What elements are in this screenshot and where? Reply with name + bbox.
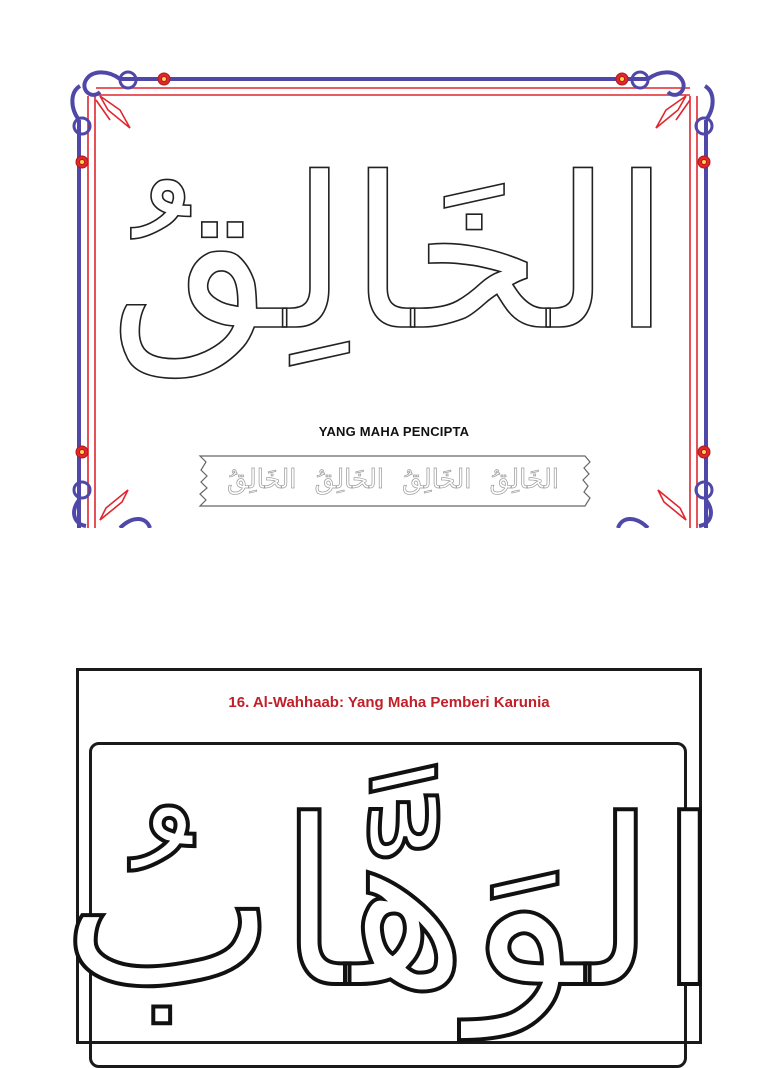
- arabic-name-outline: الوَهَّابُ: [60, 772, 722, 1039]
- tracing-word: الخَالِقُ: [314, 465, 384, 495]
- coloring-page-al-khaaliq: [0, 0, 768, 528]
- tracing-word: الخَالِقُ: [402, 465, 472, 495]
- corner-ornament-top-right: [632, 72, 713, 134]
- corner-ornament-bottom-right: [618, 482, 712, 528]
- tracing-word: الخَالِقُ: [489, 465, 559, 495]
- arabic-name-outline: الخَالِقُ: [109, 132, 671, 377]
- tracing-word: الخَالِقُ: [227, 465, 297, 495]
- page-title: 16. Al-Wahhaab: Yang Maha Pemberi Karunia: [228, 694, 550, 711]
- corner-ornament-bottom-left: [74, 482, 150, 528]
- coloring-page-al-wahhaab: [60, 668, 722, 1048]
- tracing-row: [218, 458, 568, 502]
- meaning-subtitle: YANG MAHA PENCIPTA: [318, 424, 470, 439]
